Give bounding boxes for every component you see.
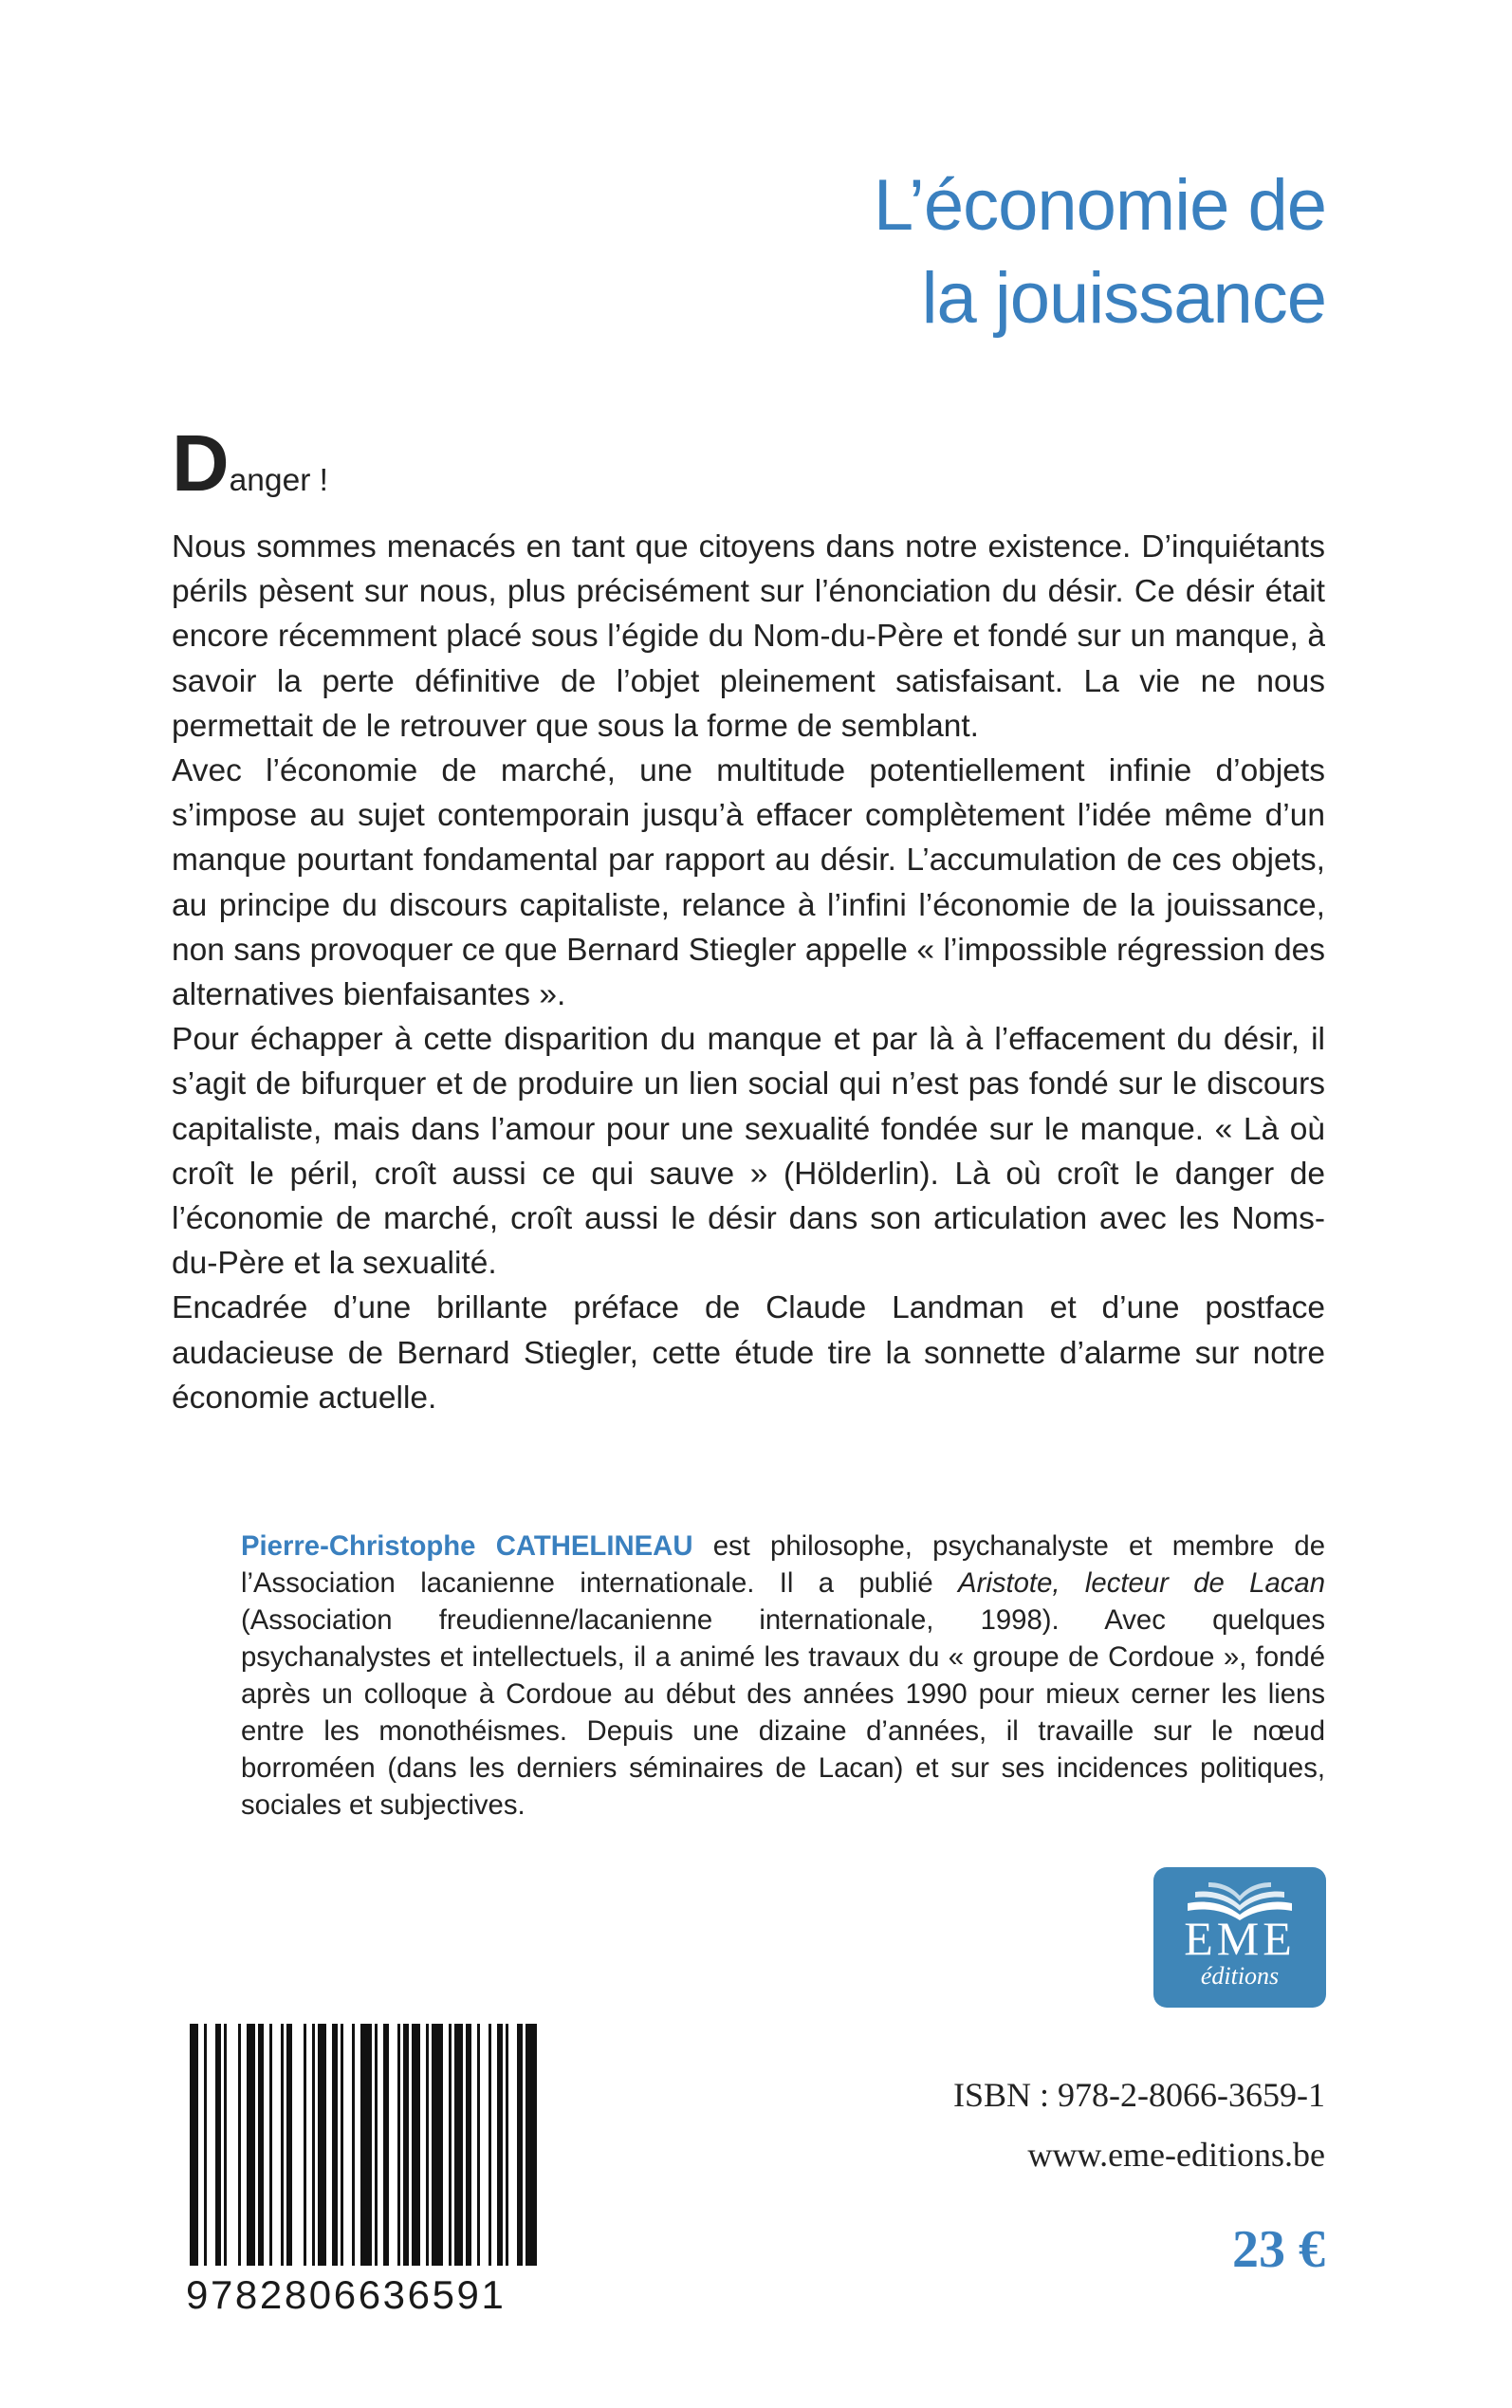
blurb-paragraph: Avec l’économie de marché, une multitude potentiellement infinie d’objets s’impose au sujet contemporain jusqu’à effacer complètement l’idée même d’un manque pourtant fondamental par rapport au désir. L’accumulation de ces objets, au principe du discours capitaliste, relance à l’infini l’économie de la jouissance, non sans provoquer ce que Bernard Stiegler appelle « l’impossible régression des alternatives bienfaisantes ».	[172, 753, 1325, 1013]
barcode-digits: 9782806636591	[186, 2272, 507, 2317]
logo-letters: EME	[1184, 1912, 1296, 1965]
book-title	[721, 159, 1326, 345]
isbn: ISBN : 978-2-8066-3659-1	[953, 2076, 1325, 2114]
barcode-bar	[286, 2024, 292, 2266]
blurb-paragraph: Nous sommes menacés en tant que citoyens dans notre existence. D’inquiétants périls pèsent sur nous, plus précisément sur l’énonciation du désir. Ce désir était encore récemment placé sous l’égide du Nom-du-Père et fondé sur un manque, à savoir la perte définitive de l’objet pleinement satisfaisant. La vie ne nous permettait de le retrouver que sous la forme de semblant.	[172, 529, 1325, 744]
logo-subtitle: éditions	[1200, 1962, 1280, 1990]
book-title-line-1: L’économie de	[873, 165, 1326, 246]
barcode-bar	[449, 2024, 452, 2266]
barcode-bar	[247, 2024, 255, 2266]
author-bio-text: est philosophe, psychanalyste et membre de l’Association lacanienne internationale. Il a publié	[241, 1530, 1325, 1599]
author-bio-text-continued: (Association freudienne/lacanienne internationale, 1998). Avec quelques psychanalystes et intellectuels, il a animé les travaux du « groupe de Cordoue », fondé après un colloque à Cordoue au début des années 1990 pour mieux cerner les liens entre les monothéismes. Depuis une dizaine d’années, il travaille sur le nœud borroméen (dans les derniers séminaires de Lacan) et sur ses incidences politiques, sociales et subjectives.	[241, 1604, 1325, 1821]
barcode-bar	[375, 2024, 378, 2266]
barcode-bar	[281, 2024, 284, 2266]
barcode-bar	[341, 2024, 343, 2266]
author-book-title: Aristote, lecteur de Lacan	[958, 1567, 1325, 1599]
barcode-bar	[454, 2024, 463, 2266]
barcode-bar	[383, 2024, 389, 2266]
barcode-bar	[269, 2024, 272, 2266]
barcode-bar	[497, 2024, 503, 2266]
barcode-bar	[190, 2024, 198, 2266]
barcode-bar	[238, 2024, 241, 2266]
barcode-bar	[224, 2024, 227, 2266]
barcode-bar	[258, 2024, 264, 2266]
author-name: Pierre-Christophe CATHELINEAU	[241, 1530, 693, 1562]
barcode-bar	[526, 2024, 537, 2266]
barcode-bar	[506, 2024, 508, 2266]
barcode-bar	[426, 2024, 429, 2266]
barcode-bar	[517, 2024, 523, 2266]
back-cover-blurb	[172, 418, 1325, 1420]
barcode-bar	[318, 2024, 326, 2266]
barcode-bar	[397, 2024, 400, 2266]
barcode-bar	[403, 2024, 409, 2266]
barcode-bar	[466, 2024, 471, 2266]
barcode	[186, 2024, 546, 2320]
barcode-bar	[312, 2024, 315, 2266]
barcode-bar	[215, 2024, 221, 2266]
barcode-bar	[412, 2024, 420, 2266]
price: 23 €	[1232, 2220, 1325, 2279]
blurb-lead	[172, 418, 1325, 509]
publisher-website[interactable]: www.eme-editions.be	[1027, 2136, 1325, 2174]
book-title-line-2: la jouissance	[921, 258, 1326, 339]
barcode-bar	[360, 2024, 372, 2266]
blurb-paragraph: Pour échapper à cette disparition du manque et par là à l’effacement du désir, il s’agit de bifurquer et de produire un lien social qui n’est pas fondé sur le discours capitaliste, mais dans l’amour pour une sexualité fondée sur le manque. « Là où croît le péril, croît aussi ce qui sauve » (Hölderlin). Là où croît le danger de l’économie de marché, croît aussi le désir dans son articulation avec les Noms-du-Père et la sexualité.	[172, 1022, 1325, 1282]
author-bio	[241, 1528, 1325, 1824]
barcode-bar	[304, 2024, 306, 2266]
barcode-bars	[186, 2024, 546, 2272]
drop-cap: D	[172, 418, 230, 508]
publisher-logo	[1153, 1867, 1326, 2008]
blurb-paragraph: Encadrée d’une brillante préface de Claude Landman et d’une postface audacieuse de Bernard Stiegler, cette étude tire la sonnette d’alarme sur notre économie actuelle.	[172, 1290, 1325, 1416]
barcode-bar	[332, 2024, 338, 2266]
barcode-bar	[432, 2024, 443, 2266]
barcode-bar	[352, 2024, 355, 2266]
barcode-bar	[477, 2024, 480, 2266]
barcode-bar	[489, 2024, 491, 2266]
blurb-lead-text: anger !	[229, 463, 328, 498]
barcode-bar	[204, 2024, 207, 2266]
